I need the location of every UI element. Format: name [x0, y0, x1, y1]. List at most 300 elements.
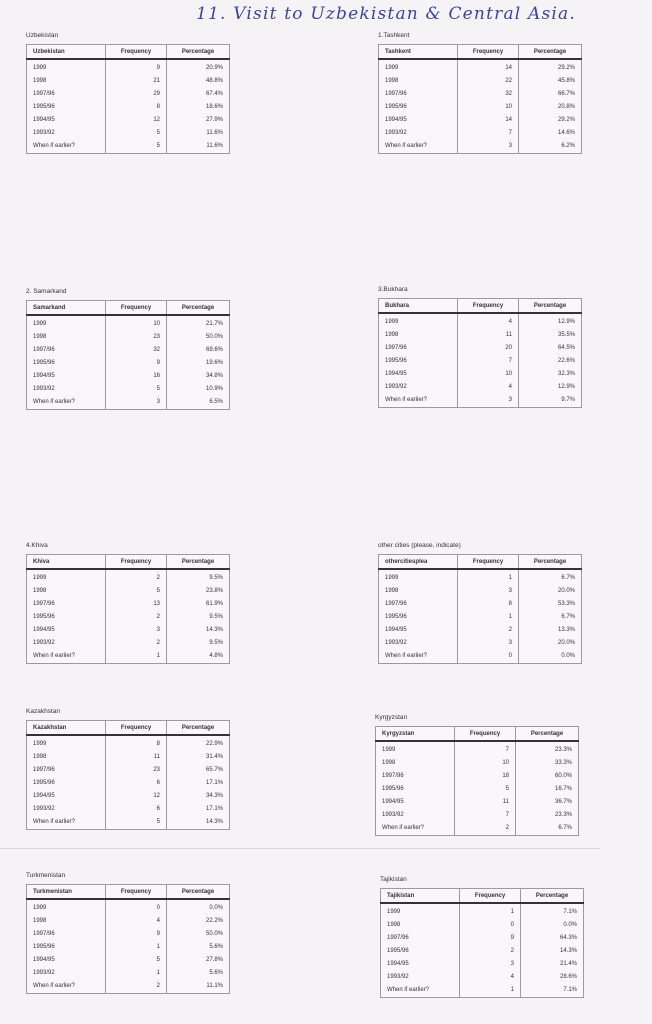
frequency-cell: 2	[106, 636, 167, 649]
frequency-cell: 32	[106, 343, 167, 356]
table-row	[381, 983, 584, 998]
percentage-cell: 9.7%	[519, 393, 582, 408]
table-row	[27, 369, 230, 382]
table-row	[379, 584, 582, 597]
row-label: 1994/95	[27, 623, 106, 636]
frequency-cell: 1	[106, 649, 167, 664]
frequency-cell: 2	[455, 821, 516, 836]
table-row	[379, 393, 582, 408]
column-header-percentage: Percentage	[519, 299, 582, 314]
frequency-cell: 10	[458, 100, 519, 113]
frequency-cell: 1	[106, 940, 167, 953]
percentage-cell: 22.9%	[167, 735, 230, 750]
frequency-cell: 10	[455, 756, 516, 769]
frequency-cell: 23	[106, 330, 167, 343]
table-row	[27, 649, 230, 664]
table-row	[27, 315, 230, 330]
frequency-cell: 16	[106, 369, 167, 382]
percentage-cell: 12.9%	[519, 380, 582, 393]
row-label: 1999	[379, 313, 458, 328]
table-row	[27, 750, 230, 763]
frequency-cell: 6	[106, 802, 167, 815]
table-row	[379, 649, 582, 664]
percentage-cell: 69.6%	[167, 343, 230, 356]
frequency-cell: 4	[460, 970, 521, 983]
table-row	[381, 918, 584, 931]
column-header-percentage: Percentage	[167, 45, 230, 60]
frequency-cell: 32	[458, 87, 519, 100]
percentage-cell: 11.1%	[167, 979, 230, 994]
percentage-cell: 29.2%	[519, 59, 582, 74]
frequency-cell: 4	[458, 380, 519, 393]
percentage-cell: 31.4%	[167, 750, 230, 763]
table-row	[27, 966, 230, 979]
column-header-frequency: Frequency	[458, 299, 519, 314]
table-row	[27, 610, 230, 623]
frequency-table	[26, 720, 230, 830]
frequency-table	[375, 726, 579, 836]
table-row	[27, 776, 230, 789]
percentage-cell: 65.7%	[167, 763, 230, 776]
frequency-table	[26, 554, 230, 664]
row-label: When if earlier?	[27, 979, 106, 994]
row-label: 1997/96	[27, 927, 106, 940]
table-row	[27, 330, 230, 343]
frequency-cell: 7	[455, 808, 516, 821]
frequency-cell: 2	[106, 979, 167, 994]
frequency-cell: 2	[106, 610, 167, 623]
table-row	[27, 139, 230, 154]
row-label: 1995/96	[379, 354, 458, 367]
percentage-cell: 64.3%	[521, 931, 584, 944]
frequency-cell: 4	[458, 313, 519, 328]
table-row	[27, 815, 230, 830]
table-section	[26, 542, 230, 664]
percentage-cell: 12.9%	[519, 313, 582, 328]
frequency-cell: 3	[106, 395, 167, 410]
row-label: 1995/96	[379, 610, 458, 623]
table-row	[379, 367, 582, 380]
column-header-frequency: Frequency	[455, 727, 516, 742]
percentage-cell: 6.7%	[519, 610, 582, 623]
frequency-cell: 5	[106, 139, 167, 154]
frequency-cell: 5	[106, 126, 167, 139]
column-header-category: Tajikistan	[381, 889, 460, 904]
percentage-cell: 7.1%	[521, 903, 584, 918]
table-row	[379, 126, 582, 139]
table-row	[379, 113, 582, 126]
percentage-cell: 21.4%	[521, 957, 584, 970]
table-row	[27, 735, 230, 750]
row-label: 1999	[379, 59, 458, 74]
column-header-frequency: Frequency	[106, 721, 167, 736]
row-label: 1997/96	[27, 763, 106, 776]
percentage-cell: 35.5%	[519, 328, 582, 341]
percentage-cell: 14.3%	[167, 623, 230, 636]
percentage-cell: 66.7%	[519, 87, 582, 100]
table-row	[379, 313, 582, 328]
row-label: 1998	[379, 74, 458, 87]
row-label: 1997/96	[27, 597, 106, 610]
frequency-cell: 3	[458, 584, 519, 597]
table-caption: 4.Khiva	[26, 542, 48, 549]
table-row	[381, 931, 584, 944]
table-row	[27, 597, 230, 610]
percentage-cell: 32.3%	[519, 367, 582, 380]
column-header-frequency: Frequency	[106, 45, 167, 60]
frequency-cell: 3	[458, 636, 519, 649]
percentage-cell: 67.4%	[167, 87, 230, 100]
table-section	[375, 714, 579, 836]
column-header-category: Khiva	[27, 555, 106, 570]
frequency-cell: 2	[458, 623, 519, 636]
table-row	[27, 979, 230, 994]
row-label: 1998	[27, 584, 106, 597]
frequency-cell: 9	[460, 931, 521, 944]
frequency-cell: 11	[455, 795, 516, 808]
percentage-cell: 11.6%	[167, 126, 230, 139]
frequency-cell: 1	[460, 903, 521, 918]
table-section	[378, 542, 582, 664]
row-label: 1994/95	[376, 795, 455, 808]
table-row	[379, 597, 582, 610]
table-caption: 2. Samarkand	[26, 288, 67, 295]
row-label: 1993/92	[379, 636, 458, 649]
table-row	[27, 789, 230, 802]
table-row	[376, 808, 579, 821]
percentage-cell: 7.1%	[521, 983, 584, 998]
row-label: 1998	[27, 914, 106, 927]
frequency-table	[26, 44, 230, 154]
table-row	[27, 87, 230, 100]
percentage-cell: 14.3%	[521, 944, 584, 957]
frequency-cell: 8	[458, 597, 519, 610]
row-label: 1997/96	[379, 341, 458, 354]
row-label: 1993/92	[27, 126, 106, 139]
row-label: 1995/96	[27, 356, 106, 369]
row-label: 1999	[381, 903, 460, 918]
row-label: 1993/92	[27, 802, 106, 815]
table-row	[379, 623, 582, 636]
percentage-cell: 6.2%	[519, 139, 582, 154]
percentage-cell: 18.6%	[167, 100, 230, 113]
frequency-cell: 3	[460, 957, 521, 970]
row-label: 1998	[27, 750, 106, 763]
table-caption: 3.Bukhara	[378, 286, 408, 293]
row-label: 1993/92	[27, 382, 106, 395]
column-header-frequency: Frequency	[106, 555, 167, 570]
row-label: When if earlier?	[379, 649, 458, 664]
column-header-category: Samarkand	[27, 301, 106, 316]
percentage-cell: 28.6%	[521, 970, 584, 983]
percentage-cell: 6.5%	[167, 395, 230, 410]
table-row	[376, 769, 579, 782]
table-row	[376, 821, 579, 836]
frequency-cell: 29	[106, 87, 167, 100]
frequency-cell: 5	[106, 815, 167, 830]
table-row	[379, 341, 582, 354]
row-label: 1999	[379, 569, 458, 584]
table-row	[379, 139, 582, 154]
column-header-category: Turkmenistan	[27, 885, 106, 900]
row-label: 1994/95	[381, 957, 460, 970]
row-label: 1995/96	[381, 944, 460, 957]
percentage-cell: 61.9%	[167, 597, 230, 610]
percentage-cell: 17.1%	[167, 776, 230, 789]
frequency-cell: 1	[458, 610, 519, 623]
percentage-cell: 20.9%	[167, 59, 230, 74]
row-label: 1995/96	[27, 100, 106, 113]
percentage-cell: 0.0%	[519, 649, 582, 664]
frequency-cell: 5	[455, 782, 516, 795]
row-label: 1997/96	[379, 597, 458, 610]
row-label: 1994/95	[27, 789, 106, 802]
table-caption: Turkmenistan	[26, 872, 66, 879]
table-section	[26, 708, 230, 830]
column-header-category: Uzbekistan	[27, 45, 106, 60]
column-header-category: Kyrgyzstan	[376, 727, 455, 742]
table-caption: other cities (please, indicate)	[378, 542, 461, 549]
percentage-cell: 0.0%	[167, 899, 230, 914]
row-label: 1999	[376, 741, 455, 756]
percentage-cell: 13.3%	[519, 623, 582, 636]
percentage-cell: 5.6%	[167, 940, 230, 953]
table-caption: Uzbekistan	[26, 32, 59, 39]
percentage-cell: 20.0%	[519, 636, 582, 649]
frequency-cell: 20	[458, 341, 519, 354]
frequency-cell: 4	[106, 914, 167, 927]
percentage-cell: 19.6%	[167, 356, 230, 369]
percentage-cell: 48.8%	[167, 74, 230, 87]
table-row	[381, 944, 584, 957]
percentage-cell: 20.0%	[519, 584, 582, 597]
row-label: 1999	[27, 569, 106, 584]
frequency-cell: 2	[460, 944, 521, 957]
row-label: 1993/92	[379, 380, 458, 393]
frequency-cell: 14	[458, 113, 519, 126]
column-header-category: othercitiesplea	[379, 555, 458, 570]
frequency-table	[378, 554, 582, 664]
frequency-cell: 7	[458, 354, 519, 367]
table-row	[27, 126, 230, 139]
frequency-cell: 23	[106, 763, 167, 776]
percentage-cell: 0.0%	[521, 918, 584, 931]
percentage-cell: 9.5%	[167, 636, 230, 649]
table-row	[27, 343, 230, 356]
frequency-cell: 11	[458, 328, 519, 341]
frequency-cell: 10	[106, 315, 167, 330]
column-header-frequency: Frequency	[460, 889, 521, 904]
row-label: 1993/92	[376, 808, 455, 821]
table-row	[27, 623, 230, 636]
table-section	[26, 872, 230, 994]
table-row	[379, 636, 582, 649]
table-row	[27, 569, 230, 584]
column-header-frequency: Frequency	[106, 301, 167, 316]
table-section	[26, 288, 230, 410]
frequency-cell: 0	[106, 899, 167, 914]
row-label: 1993/92	[27, 966, 106, 979]
table-row	[27, 636, 230, 649]
row-label: 1997/96	[27, 87, 106, 100]
table-row	[27, 100, 230, 113]
row-label: When if earlier?	[27, 649, 106, 664]
table-row	[27, 927, 230, 940]
table-row	[379, 59, 582, 74]
frequency-cell: 14	[458, 59, 519, 74]
row-label: 1995/96	[27, 610, 106, 623]
frequency-cell: 3	[458, 393, 519, 408]
frequency-cell: 18	[455, 769, 516, 782]
row-label: 1999	[27, 315, 106, 330]
column-header-frequency: Frequency	[458, 45, 519, 60]
row-label: 1998	[27, 74, 106, 87]
frequency-cell: 9	[106, 356, 167, 369]
frequency-cell: 9	[106, 59, 167, 74]
column-header-frequency: Frequency	[458, 555, 519, 570]
table-row	[27, 802, 230, 815]
frequency-cell: 10	[458, 367, 519, 380]
row-label: 1997/96	[376, 769, 455, 782]
table-row	[381, 957, 584, 970]
table-caption: Kyrgyzstan	[375, 714, 408, 721]
row-label: When if earlier?	[27, 815, 106, 830]
percentage-cell: 5.6%	[167, 966, 230, 979]
frequency-cell: 6	[106, 776, 167, 789]
percentage-cell: 33.3%	[516, 756, 579, 769]
row-label: 1995/96	[379, 100, 458, 113]
table-caption: Kazakhstan	[26, 708, 60, 715]
table-row	[376, 741, 579, 756]
percentage-cell: 17.1%	[167, 802, 230, 815]
table-row	[379, 87, 582, 100]
frequency-cell: 5	[106, 584, 167, 597]
frequency-cell: 5	[106, 953, 167, 966]
row-label: 1993/92	[379, 126, 458, 139]
frequency-table	[378, 44, 582, 154]
table-row	[379, 380, 582, 393]
frequency-cell: 3	[106, 623, 167, 636]
row-label: When if earlier?	[379, 393, 458, 408]
row-label: 1998	[27, 330, 106, 343]
column-header-percentage: Percentage	[521, 889, 584, 904]
percentage-cell: 23.8%	[167, 584, 230, 597]
row-label: 1994/95	[27, 113, 106, 126]
row-label: 1994/95	[27, 953, 106, 966]
frequency-table	[26, 884, 230, 994]
row-label: 1994/95	[27, 369, 106, 382]
frequency-cell: 7	[455, 741, 516, 756]
percentage-cell: 16.7%	[516, 782, 579, 795]
percentage-cell: 45.8%	[519, 74, 582, 87]
frequency-cell: 0	[458, 649, 519, 664]
table-row	[27, 899, 230, 914]
row-label: 1998	[379, 584, 458, 597]
column-header-category: Tashkent	[379, 45, 458, 60]
table-row	[27, 395, 230, 410]
column-header-percentage: Percentage	[167, 555, 230, 570]
frequency-cell: 1	[460, 983, 521, 998]
row-label: 1994/95	[379, 623, 458, 636]
page-divider	[0, 848, 600, 849]
column-header-percentage: Percentage	[167, 721, 230, 736]
percentage-cell: 27.9%	[167, 113, 230, 126]
row-label: When if earlier?	[381, 983, 460, 998]
percentage-cell: 53.3%	[519, 597, 582, 610]
row-label: When if earlier?	[379, 139, 458, 154]
column-header-category: Kazakhstan	[27, 721, 106, 736]
percentage-cell: 20.8%	[519, 100, 582, 113]
percentage-cell: 14.6%	[519, 126, 582, 139]
table-row	[27, 113, 230, 126]
frequency-cell: 5	[106, 382, 167, 395]
row-label: When if earlier?	[27, 139, 106, 154]
row-label: 1999	[27, 735, 106, 750]
table-row	[27, 59, 230, 74]
column-header-percentage: Percentage	[167, 301, 230, 316]
table-caption: 1.Tashkent	[378, 32, 410, 39]
frequency-cell: 3	[458, 139, 519, 154]
percentage-cell: 22.2%	[167, 914, 230, 927]
percentage-cell: 27.8%	[167, 953, 230, 966]
percentage-cell: 6.7%	[516, 821, 579, 836]
table-section	[26, 32, 230, 154]
frequency-cell: 21	[106, 74, 167, 87]
percentage-cell: 60.0%	[516, 769, 579, 782]
frequency-cell: 8	[106, 735, 167, 750]
row-label: 1999	[27, 899, 106, 914]
table-caption: Tajikistan	[380, 876, 407, 883]
percentage-cell: 34.3%	[167, 789, 230, 802]
percentage-cell: 11.6%	[167, 139, 230, 154]
percentage-cell: 10.9%	[167, 382, 230, 395]
row-label: 1999	[27, 59, 106, 74]
percentage-cell: 23.3%	[516, 741, 579, 756]
frequency-table	[26, 300, 230, 410]
table-row	[27, 953, 230, 966]
column-header-percentage: Percentage	[519, 555, 582, 570]
percentage-cell: 34.8%	[167, 369, 230, 382]
column-header-category: Bukhara	[379, 299, 458, 314]
table-row	[379, 100, 582, 113]
percentage-cell: 36.7%	[516, 795, 579, 808]
frequency-cell: 9	[106, 927, 167, 940]
percentage-cell: 50.0%	[167, 927, 230, 940]
column-header-percentage: Percentage	[519, 45, 582, 60]
frequency-cell: 22	[458, 74, 519, 87]
table-row	[376, 782, 579, 795]
percentage-cell: 14.3%	[167, 815, 230, 830]
table-row	[376, 756, 579, 769]
percentage-cell: 22.6%	[519, 354, 582, 367]
frequency-cell: 13	[106, 597, 167, 610]
percentage-cell: 50.0%	[167, 330, 230, 343]
table-row	[379, 610, 582, 623]
table-row	[27, 74, 230, 87]
frequency-cell: 8	[106, 100, 167, 113]
row-label: 1998	[381, 918, 460, 931]
column-header-percentage: Percentage	[167, 885, 230, 900]
row-label: 1997/96	[381, 931, 460, 944]
percentage-cell: 23.3%	[516, 808, 579, 821]
percentage-cell: 29.2%	[519, 113, 582, 126]
frequency-table	[378, 298, 582, 408]
percentage-cell: 64.5%	[519, 341, 582, 354]
row-label: 1997/96	[27, 343, 106, 356]
percentage-cell: 9.5%	[167, 610, 230, 623]
column-header-percentage: Percentage	[516, 727, 579, 742]
row-label: 1998	[379, 328, 458, 341]
